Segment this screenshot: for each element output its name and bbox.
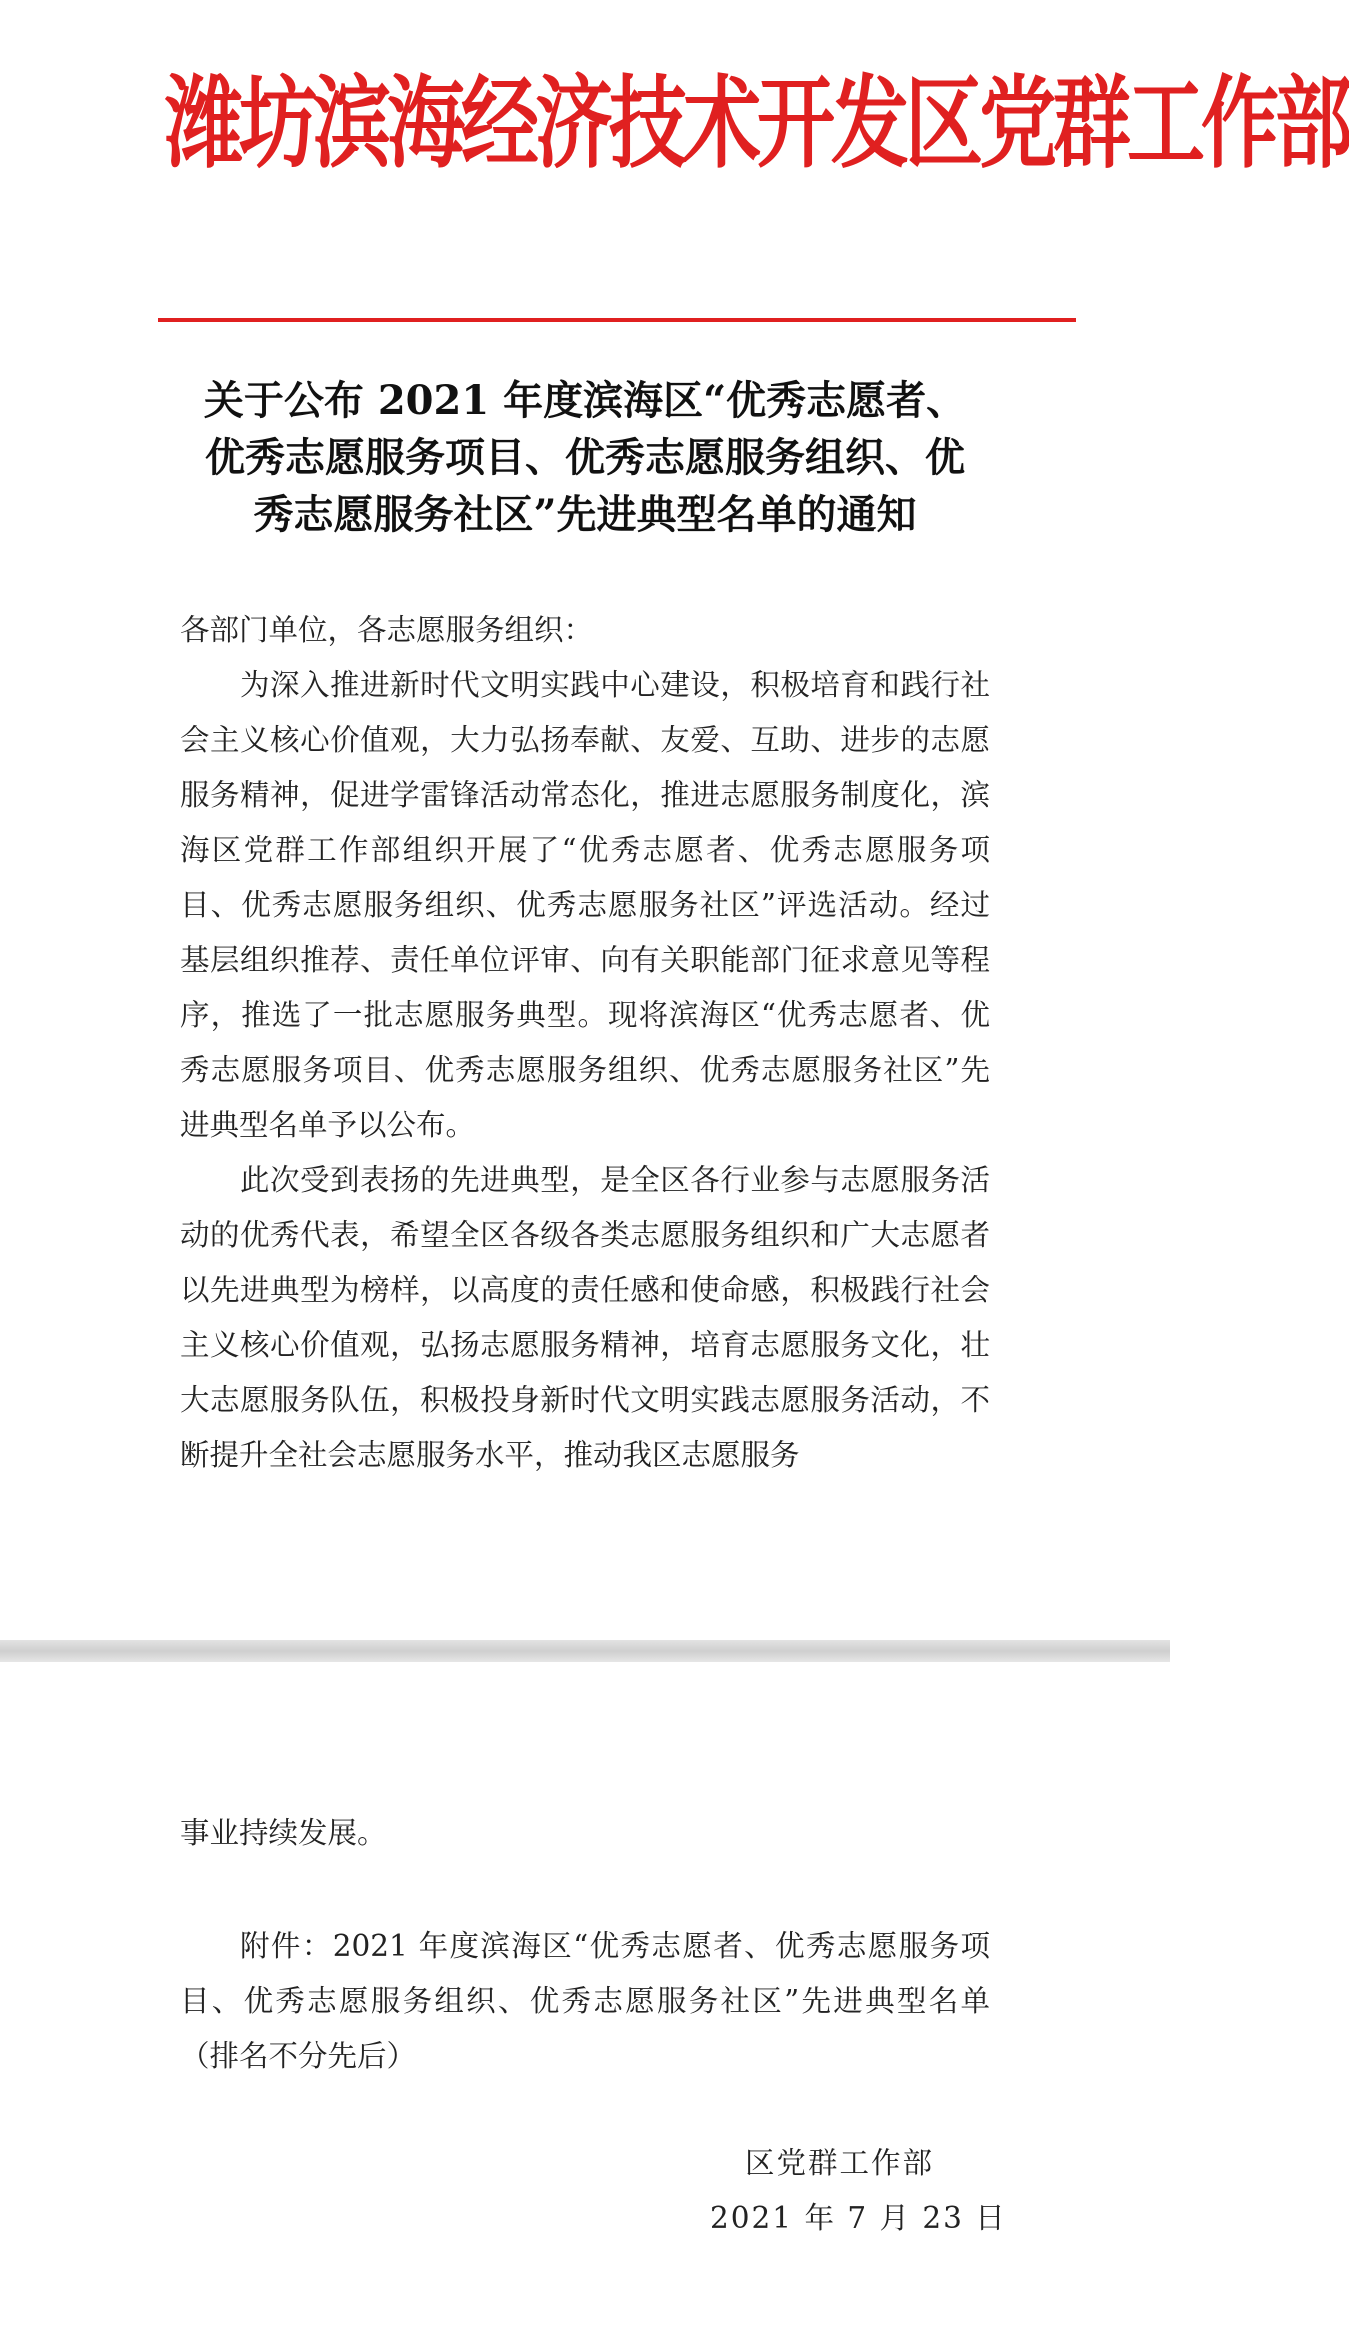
- letterhead-divider: [158, 318, 1076, 322]
- title-line: 优秀志愿服务项目、优秀志愿服务组织、优: [205, 434, 965, 481]
- body-paragraph: 此次受到表扬的先进典型，是全区各行业参与志愿服务活动的优秀代表，希望全区各级各类志愿服务组织和广大志愿者以先进典型为榜样，以高度的责任感和使命感，积极践行社会主义核心价值观，弘扬志愿服务精神，培育志愿服务文化，壮大志愿服务队伍，积极投身新时代文明实践志愿服务活动，不断提升全社会志愿服务水平，推动我区志愿服务: [180, 1163, 990, 1472]
- letterhead-title: 潍坊滨海经济技术开发区党群工作部: [165, 67, 1349, 183]
- body-paragraph-continuation: 事业持续发展。: [180, 1816, 387, 1850]
- attachment-note: 附件：2021 年度滨海区“优秀志愿者、优秀志愿服务项目、优秀志愿服务组织、优秀志愿服务社区”先进典型名单（排名不分先后）: [180, 1929, 990, 2073]
- title-line: 关于公布 2021 年度滨海区“优秀志愿者、: [203, 377, 967, 424]
- issuer-signature: 区党群工作部: [745, 2146, 935, 2180]
- body-paragraph: 为深入推进新时代文明实践中心建设，积极培育和践行社会主义核心价值观，大力弘扬奉献、友爱、互助、进步的志愿服务精神，促进学雷锋活动常态化，推进志愿服务制度化，滨海区党群工作部组织开展了“优秀志愿者、优秀志愿服务项目、优秀志愿服务组织、优秀志愿服务社区”评选活动。经过基层组织推荐、责任单位评审、向有关职能部门征求意见等程序，推选了一批志愿服务典型。现将滨海区“优秀志愿者、优秀志愿服务项目、优秀志愿服务组织、优秀志愿服务社区”先进典型名单予以公布。: [180, 668, 990, 1142]
- document-title: [170, 372, 1000, 543]
- salutation: 各部门单位，各志愿服务组织：: [180, 613, 594, 647]
- issue-date: 2021 年 7 月 23 日: [710, 2201, 1007, 2235]
- page-separator: [0, 1640, 1170, 1662]
- title-line: 秀志愿服务社区”先进典型名单的通知: [253, 491, 917, 538]
